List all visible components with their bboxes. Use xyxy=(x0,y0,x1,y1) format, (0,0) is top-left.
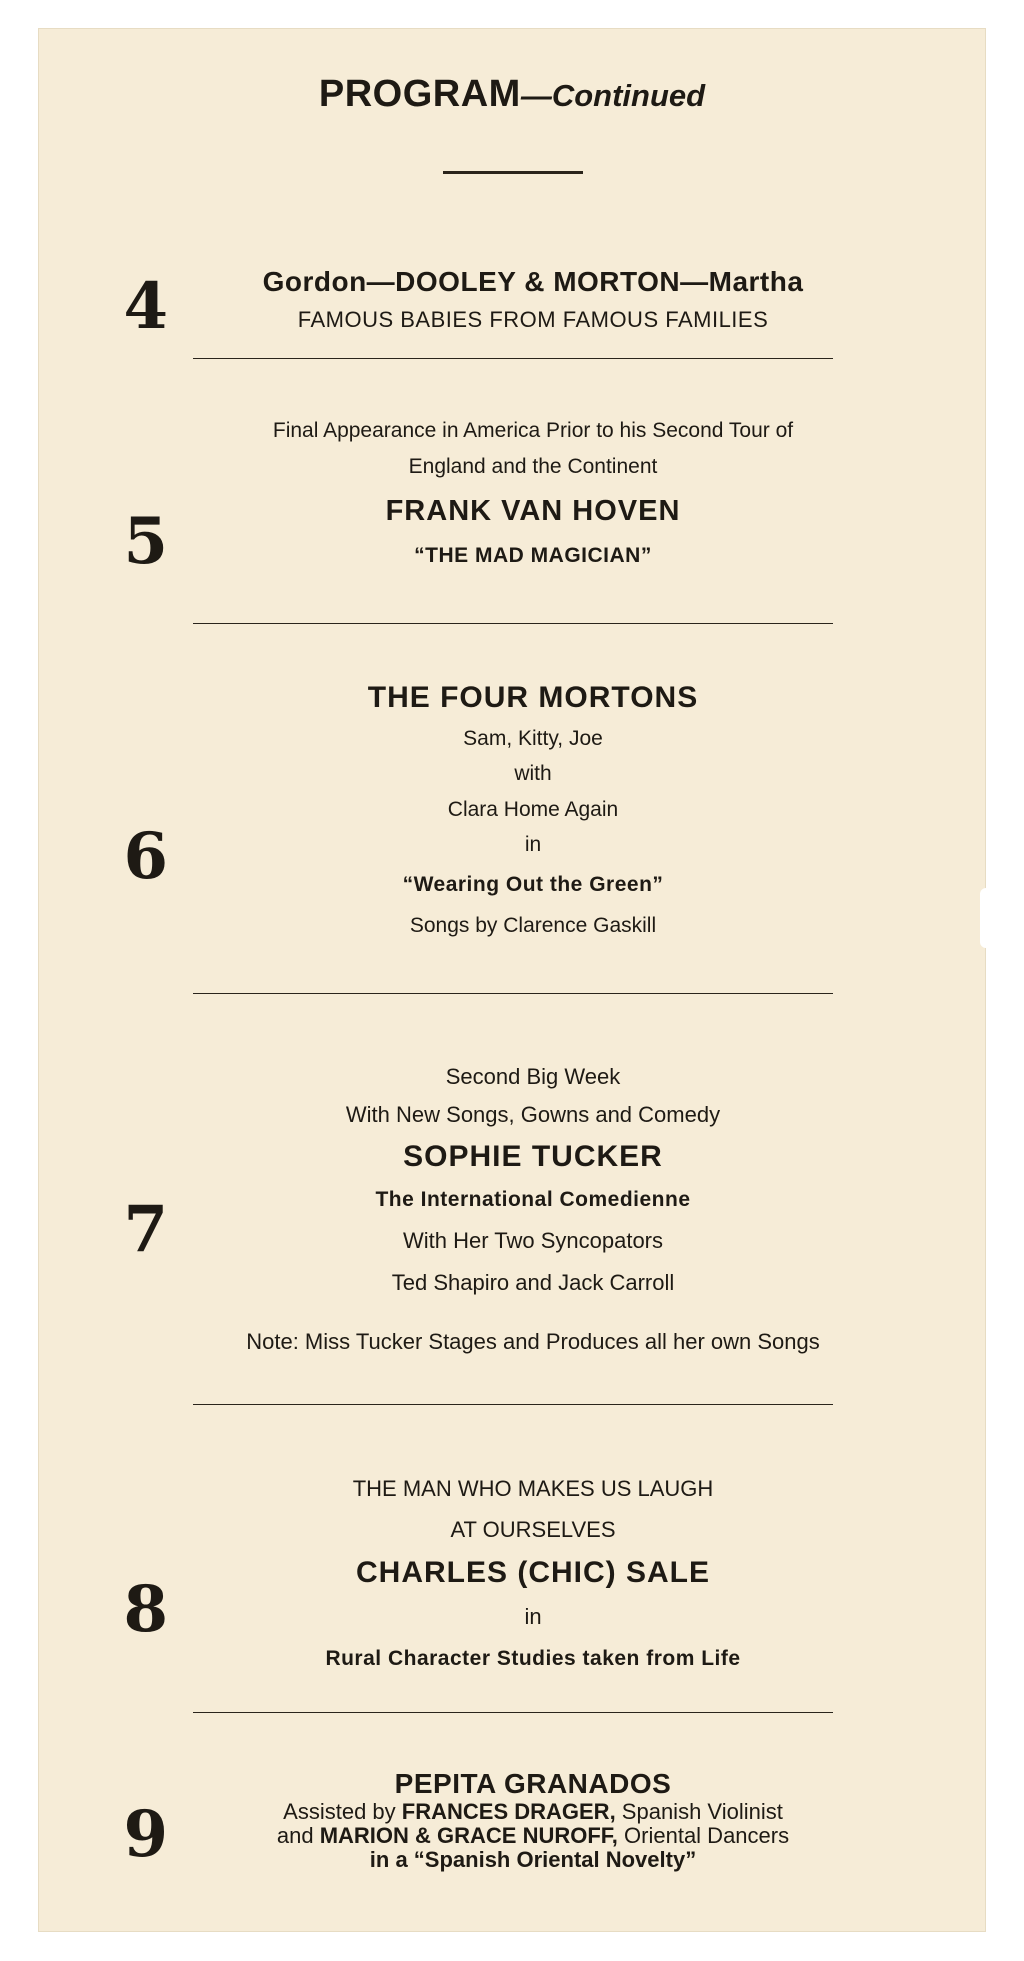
act-note: Final Appearance in America Prior to his Second Tour of xyxy=(272,419,794,442)
header-divider xyxy=(443,171,583,174)
act-number: 5 xyxy=(123,504,168,579)
text-segment: Assisted by xyxy=(283,1799,402,1824)
act-line: Sam, Kitty, Joe xyxy=(463,727,603,750)
act-tagline: “THE MAD MAGICIAN” xyxy=(414,544,652,567)
act-performers: Gordon—DOOLEY & MORTON—Martha xyxy=(262,266,804,297)
act-subtitle: The International Comedienne xyxy=(375,1188,691,1211)
divider xyxy=(193,623,833,624)
act-line: AT OURSELVES xyxy=(450,1517,616,1542)
program-heading: PROGRAM xyxy=(318,73,521,115)
act-number: 7 xyxy=(123,1192,168,1267)
text-segment: Spanish Violinist xyxy=(615,1799,783,1824)
divider xyxy=(193,993,833,994)
text-segment: “Spanish Oriental Novelty” xyxy=(413,1847,697,1872)
program-page xyxy=(38,28,986,1932)
act-line: With New Songs, Gowns and Comedy xyxy=(345,1102,721,1127)
divider xyxy=(193,358,833,359)
act-number: 9 xyxy=(123,1797,168,1872)
act-billing: FAMOUS BABIES FROM FAMOUS FAMILIES xyxy=(297,307,769,332)
act-performer-name: PEPITA GRANADOS xyxy=(394,1768,672,1799)
page-title xyxy=(38,73,986,116)
act-line: with xyxy=(514,762,552,785)
act-credit: Songs by Clarence Gaskill xyxy=(409,914,657,937)
act-title: Rural Character Studies taken from Life xyxy=(325,1647,741,1670)
text-segment: and xyxy=(276,1823,320,1848)
act-line: With Her Two Syncopators xyxy=(402,1228,664,1253)
act-line: THE MAN WHO MAKES US LAUGH xyxy=(352,1476,714,1501)
act-performer-name: CHARLES (CHIC) SALE xyxy=(356,1556,710,1589)
act-line xyxy=(188,1848,878,1872)
act-note: Note: Miss Tucker Stages and Produces all her own Songs xyxy=(246,1329,820,1354)
continued-label: —Continued xyxy=(520,78,706,113)
act-number: 8 xyxy=(123,1572,168,1647)
act-line: Ted Shapiro and Jack Carroll xyxy=(391,1270,675,1295)
act-line: Clara Home Again xyxy=(447,798,619,821)
act-number: 6 xyxy=(123,819,168,894)
act-note: England and the Continent xyxy=(408,455,658,478)
act-line: in xyxy=(524,1604,542,1629)
act-line: in xyxy=(524,833,542,856)
act-performer-name: SOPHIE TUCKER xyxy=(403,1140,663,1173)
text-segment: MARION & GRACE NUROFF, xyxy=(319,1823,618,1848)
act-number: 4 xyxy=(123,269,168,344)
text-segment: FRANCES DRAGER, xyxy=(401,1799,616,1824)
act-line xyxy=(188,1800,878,1824)
divider xyxy=(193,1712,833,1713)
divider xyxy=(193,1404,833,1405)
act-line xyxy=(188,1824,878,1848)
act-performer-name: THE FOUR MORTONS xyxy=(367,681,699,714)
text-segment: in a xyxy=(369,1847,414,1872)
act-performer-name: FRANK VAN HOVEN xyxy=(385,495,681,527)
act-line: Second Big Week xyxy=(445,1064,621,1089)
text-segment: Oriental Dancers xyxy=(617,1823,790,1848)
act-title: “Wearing Out the Green” xyxy=(402,873,664,896)
